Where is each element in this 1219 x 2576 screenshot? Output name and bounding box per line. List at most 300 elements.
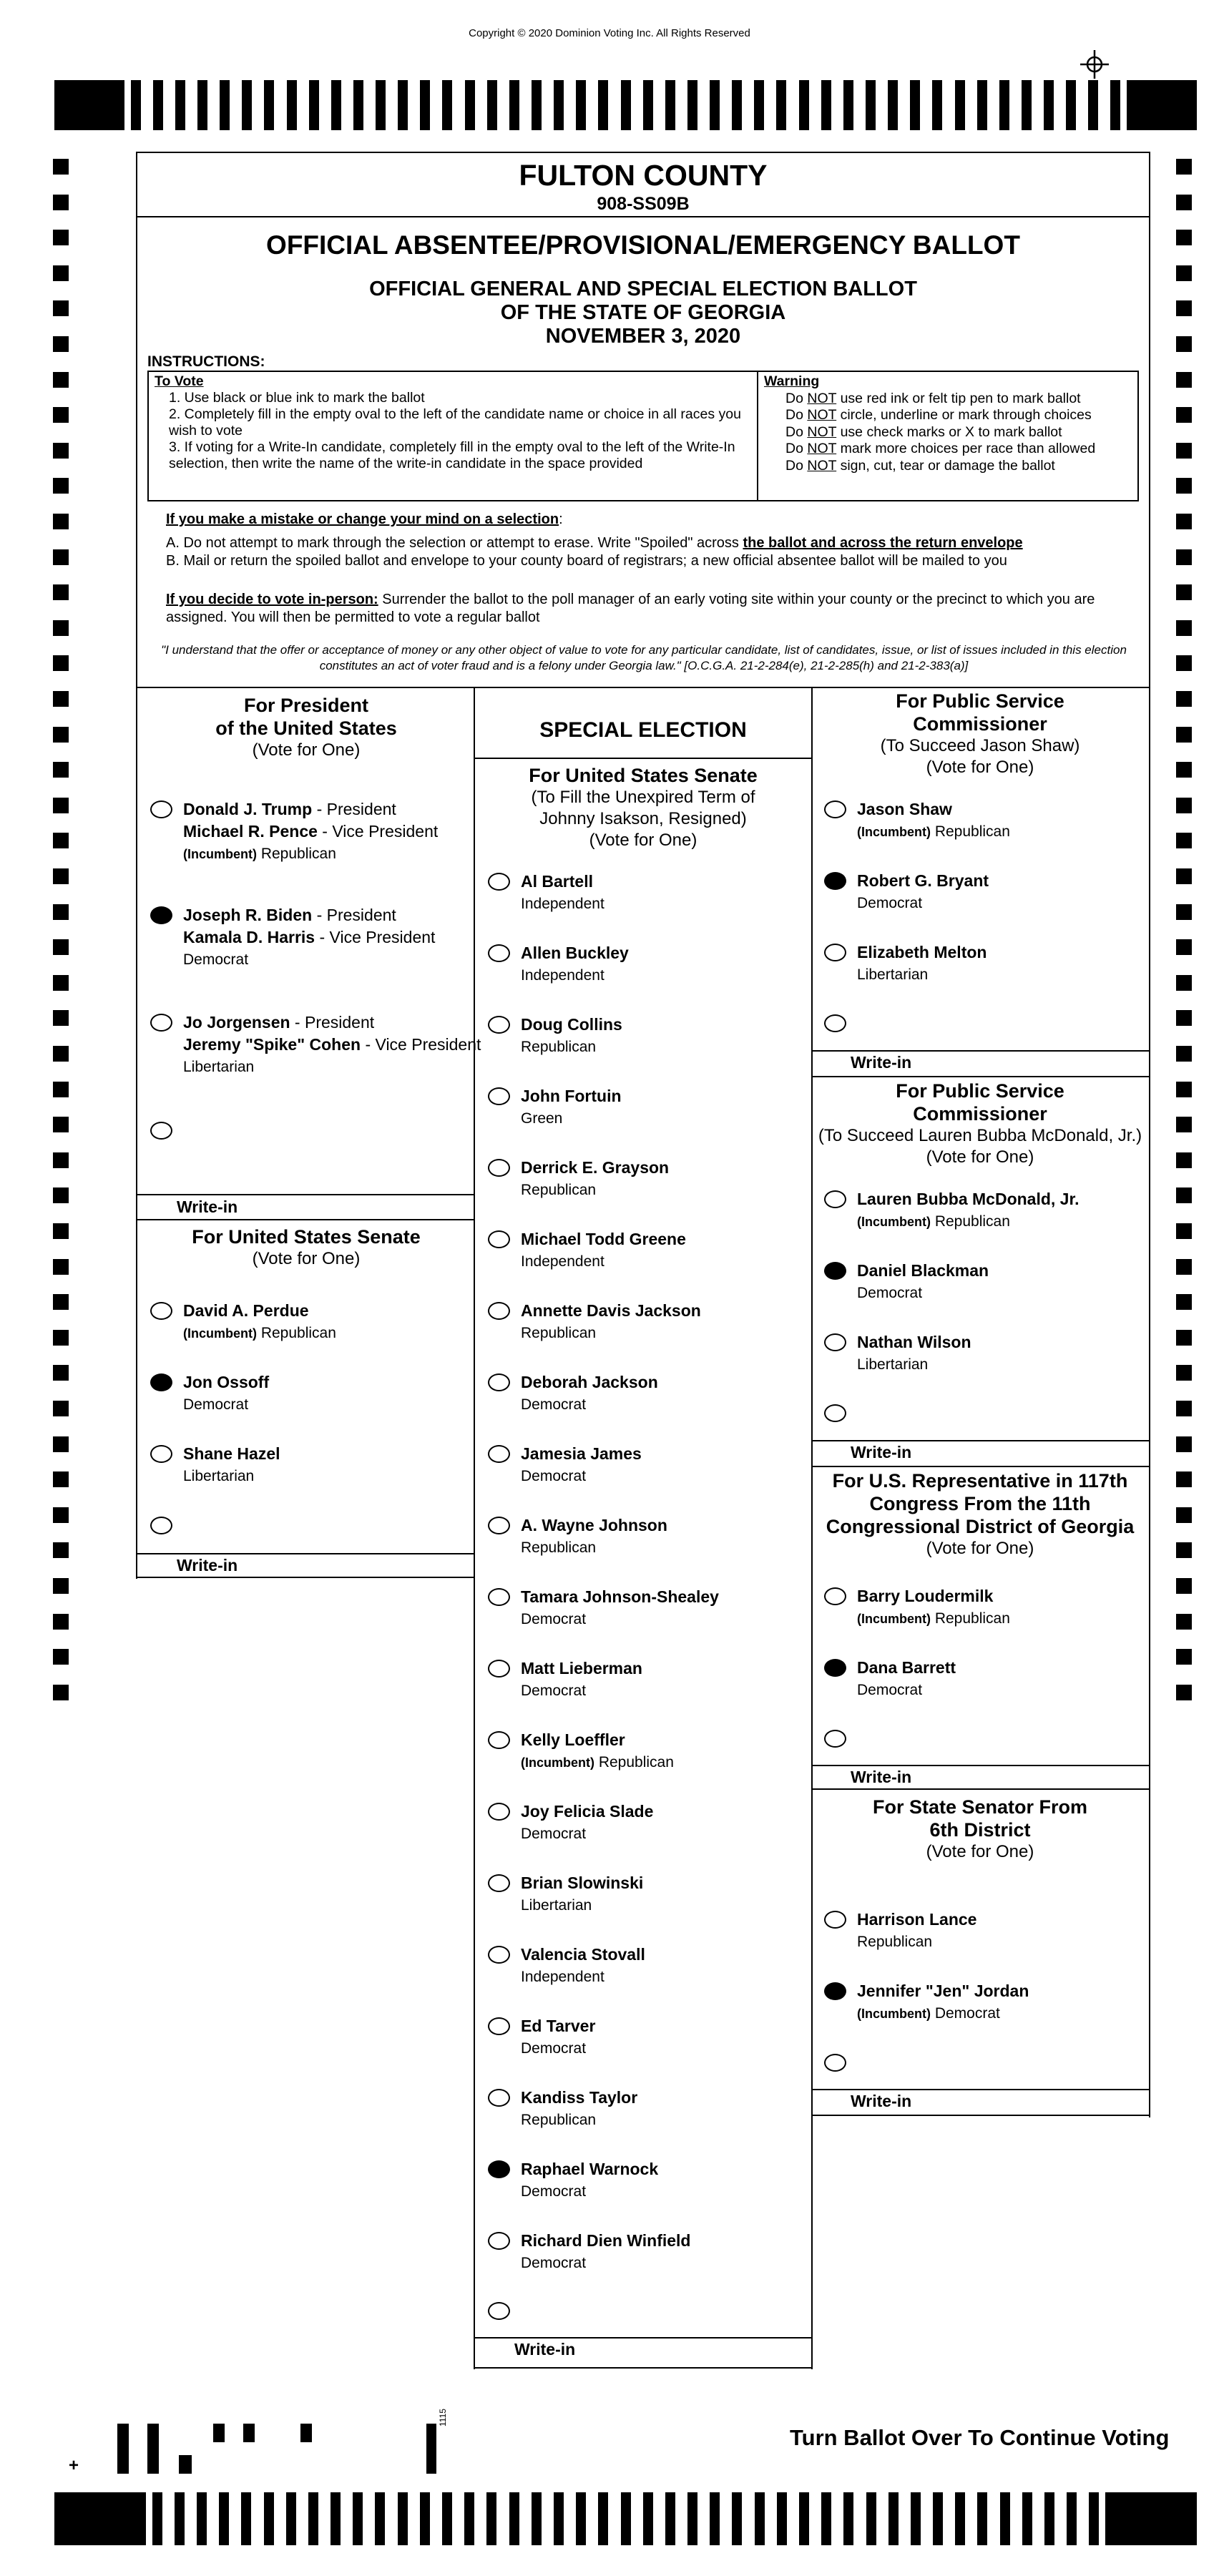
timing-square [1176, 372, 1192, 388]
timing-square [53, 549, 69, 565]
timing-square [1176, 1436, 1192, 1452]
timing-square [53, 655, 69, 671]
candidate-name: Derrick E. Grayson [521, 1158, 670, 1177]
timing-bar [487, 80, 497, 130]
timing-bar [532, 80, 542, 130]
timing-square [53, 1436, 69, 1452]
timing-square [1176, 868, 1192, 884]
mistake-step-b: B. Mail or return the spoiled ballot and envelope to your county board of registrars; a new official absentee ballot will be mailed to you [166, 553, 1007, 569]
vote-oval[interactable] [488, 2089, 510, 2107]
timing-square [53, 1010, 69, 1026]
vote-oval[interactable] [488, 1874, 510, 1892]
timing-square [1176, 975, 1192, 991]
psc1-vote-for: (Vote for One) [926, 758, 1034, 777]
senate-vote-for: (Vote for One) [252, 1249, 361, 1268]
timing-bar [933, 2492, 943, 2545]
timing-square [53, 1471, 69, 1487]
timing-square [1176, 1152, 1192, 1168]
psc1-heading-1: For Public Service [896, 690, 1064, 712]
write-in-line [811, 2089, 1149, 2090]
timing-square [53, 514, 69, 529]
vote-oval[interactable] [488, 1445, 510, 1463]
timing-bar [175, 80, 185, 130]
id-mark [213, 2424, 225, 2442]
timing-bar [241, 2492, 251, 2545]
vote-oval[interactable] [488, 1373, 510, 1391]
fraud-attestation: "I understand that the offer or acceptance of money or any other object of value to vote for any particular candidate, list of candidates, issue, or list of issues included in this election constitutes an act of voter fraud and is a felony under Georgia law." [O.C.G.A. 21-2-284(e), 21-2-285(h) and 21-2-383(a)] [161, 643, 1127, 672]
vote-oval[interactable] [488, 2232, 510, 2250]
timing-square [1176, 727, 1192, 743]
vote-oval[interactable] [824, 1730, 846, 1748]
timing-bar [888, 2492, 899, 2545]
warning-1: Do NOT use red ink or felt tip pen to mark ballot [785, 390, 1081, 406]
timing-square [1176, 1507, 1192, 1523]
timing-bar [1089, 2492, 1099, 2545]
warning-3: Do NOT use check marks or X to mark ballot [785, 423, 1062, 440]
timing-square [1176, 620, 1192, 636]
write-in-line [811, 1440, 1149, 1441]
timing-bar [755, 2492, 765, 2545]
timing-bar [687, 80, 697, 130]
special-senate-heading: For United States Senate [529, 765, 758, 786]
vote-oval[interactable] [150, 1445, 172, 1463]
vote-oval[interactable] [824, 944, 846, 961]
timing-bar [554, 80, 564, 130]
timing-bar [576, 2492, 586, 2545]
timing-square [1176, 1471, 1192, 1487]
timing-bar [665, 2492, 675, 2545]
timing-bar [866, 80, 876, 130]
timing-bar [1022, 80, 1032, 130]
timing-bar [1000, 2492, 1010, 2545]
timing-square [1176, 1082, 1192, 1097]
timing-bar [308, 2492, 318, 2545]
timing-bar [621, 2492, 631, 2545]
middle-column [474, 688, 813, 2369]
vote-oval-marked[interactable] [150, 1373, 172, 1391]
timing-bar [376, 80, 386, 130]
timing-square [1176, 904, 1192, 920]
timing-bar [353, 80, 363, 130]
timing-square [1176, 1649, 1192, 1665]
timing-bar [175, 2492, 185, 2545]
vote-oval[interactable] [824, 1014, 846, 1032]
timing-square [53, 230, 69, 245]
timing-bar [1044, 80, 1054, 130]
vote-oval[interactable] [488, 944, 510, 962]
to-vote-step-1: 1. Use black or blue ink to mark the ballot [169, 390, 425, 406]
timing-bar [420, 80, 430, 130]
timing-square [1176, 407, 1192, 423]
vote-oval-marked[interactable] [824, 872, 846, 890]
candidate-name: Kandiss Taylor [521, 2088, 638, 2107]
timing-bar [643, 80, 653, 130]
vote-oval[interactable] [824, 2054, 846, 2072]
timing-bar [598, 2492, 608, 2545]
timing-square [1176, 655, 1192, 671]
vote-oval[interactable] [150, 1302, 172, 1320]
vote-oval[interactable] [488, 2302, 510, 2320]
candidate-party: Independent [521, 967, 604, 984]
candidate-party: Democrat [521, 1683, 587, 1699]
candidate-party: Green [521, 1110, 563, 1127]
write-in-line [811, 1765, 1149, 1766]
id-mark [300, 2424, 312, 2442]
timing-square [53, 1117, 69, 1132]
timing-bar [197, 2492, 207, 2545]
timing-bar [420, 2492, 430, 2545]
candidate-name: Deborah Jackson [521, 1373, 658, 1391]
timing-cap [54, 80, 124, 130]
timing-square [1176, 1614, 1192, 1630]
vote-oval[interactable] [488, 1517, 510, 1534]
vote-oval[interactable] [488, 1302, 510, 1320]
to-vote-step-2: 2. Completely fill in the empty oval to the left of the candidate name or choice in all races you wish to vote [169, 406, 741, 439]
timing-square [1176, 1223, 1192, 1239]
president-heading-2: of the United States [215, 718, 397, 739]
write-in-label: Write-in [851, 2092, 912, 2110]
timing-square [53, 868, 69, 884]
mistake-step-a: A. Do not attempt to mark through the selection or attempt to erase. Write "Spoiled" across the ballot and across the return envelope [166, 535, 1023, 551]
vote-oval[interactable] [824, 1333, 846, 1351]
timing-bar [621, 80, 631, 130]
timing-square [53, 1187, 69, 1203]
candidate-party: Republican [521, 1182, 597, 1198]
statesen-vote-for: (Vote for One) [926, 1842, 1034, 1861]
id-mark [426, 2424, 436, 2474]
vote-oval-marked[interactable] [824, 1659, 846, 1677]
vote-oval[interactable] [824, 1911, 846, 1929]
timing-bar [910, 80, 920, 130]
psc1-heading-2: Commissioner [913, 713, 1047, 735]
race-state-senate: For State Senator From 6th District (Vote for One) Harrison Lance Republican Jennifer "Jen" Jordan (Incumbent) Democrat Write-in [811, 1791, 1149, 2117]
timing-square [1176, 300, 1192, 316]
timing-bar [1067, 2492, 1077, 2545]
to-vote-heading: To Vote [155, 373, 204, 389]
vote-oval[interactable] [488, 1946, 510, 1964]
candidate-party: Republican [521, 1539, 597, 1556]
write-in-label: Write-in [514, 2340, 576, 2359]
house-heading-2: Congress From the 11th [869, 1493, 1091, 1514]
candidate-name: Allen Buckley [521, 944, 629, 962]
mistake-instructions [166, 511, 1143, 570]
timing-square [1176, 1401, 1192, 1416]
vote-oval[interactable] [824, 1587, 846, 1605]
timing-bar [442, 2492, 452, 2545]
timing-square [53, 1507, 69, 1523]
timing-square [53, 478, 69, 494]
timing-bar [955, 2492, 965, 2545]
timing-square [53, 372, 69, 388]
timing-bar [888, 80, 898, 130]
timing-square [1176, 939, 1192, 955]
vote-oval[interactable] [150, 1517, 172, 1534]
timing-bar [821, 2492, 831, 2545]
race-divider [475, 2367, 811, 2369]
vote-oval[interactable] [488, 1660, 510, 1678]
candidate-party: Republican [521, 1039, 597, 1055]
timing-bar [843, 2492, 853, 2545]
race-us-senate: For United States Senate (Vote for One) David A. Perdue (Incumbent) Republican Jon Ossoff Democrat Shane Hazel Libertarian Write-in [137, 1221, 475, 1579]
timing-square [1176, 584, 1192, 600]
candidate-name: Joy Felicia Slade [521, 1802, 654, 1821]
timing-bar [509, 2492, 519, 2545]
timing-square [53, 620, 69, 636]
instructions-divider [757, 372, 758, 500]
ballot-type-title: OFFICIAL ABSENTEE/PROVISIONAL/EMERGENCY BALLOT [266, 230, 1020, 260]
timing-square [1176, 798, 1192, 813]
timing-bar [464, 2492, 474, 2545]
timing-square [1176, 1187, 1192, 1203]
timing-bar [598, 80, 608, 130]
timing-bar [465, 80, 475, 130]
statesen-heading-2: 6th District [929, 1819, 1031, 1841]
timing-square [53, 1046, 69, 1062]
plus-mark-icon: + [69, 2456, 79, 2475]
election-title-line2: OF THE STATE OF GEORGIA [500, 301, 786, 324]
candidate-party: Independent [521, 1969, 604, 1985]
timing-bar [532, 2492, 542, 2545]
ballot-style-code: 908-SS09B [597, 194, 690, 214]
timing-bar [799, 80, 809, 130]
candidate-name: Jamesia James [521, 1444, 642, 1463]
timing-square [53, 1223, 69, 1239]
bottom-timing-marks [54, 2492, 1197, 2545]
timing-bar [131, 80, 141, 130]
to-vote-instructions [155, 373, 752, 472]
candidate-name: A. Wayne Johnson [521, 1516, 667, 1534]
timing-cap [54, 2492, 146, 2545]
timing-bar [219, 2492, 229, 2545]
instructions-box [147, 371, 1139, 501]
timing-square [53, 691, 69, 707]
mistake-heading: If you make a mistake or change your mind on a selection: [166, 511, 563, 527]
vote-oval-marked[interactable] [824, 1262, 846, 1280]
vote-oval[interactable] [824, 1404, 846, 1422]
timing-bar [242, 80, 252, 130]
vote-oval[interactable] [488, 1803, 510, 1821]
timing-square [1176, 1542, 1192, 1558]
candidate-party: Democrat [521, 2183, 587, 2200]
timing-bar [331, 2492, 341, 2545]
timing-cap [1127, 80, 1197, 130]
timing-square [1176, 833, 1192, 848]
timing-bar [398, 80, 408, 130]
top-timing-marks [54, 80, 1197, 130]
warning-4: Do NOT mark more choices per race than allowed [785, 441, 1096, 456]
candidate-party: Democrat [521, 1611, 587, 1627]
write-in-label: Write-in [177, 1556, 238, 1575]
write-in-label: Write-in [851, 1768, 912, 1786]
election-title [137, 278, 1149, 348]
timing-bar [1088, 80, 1098, 130]
warning-5: Do NOT sign, cut, tear or damage the ballot [785, 457, 1055, 474]
special-senate-sub-1: (To Fill the Unexpired Term of [531, 788, 755, 807]
timing-bar [732, 80, 742, 130]
timing-square [1176, 265, 1192, 281]
timing-square [53, 833, 69, 848]
timing-square [1176, 1685, 1192, 1700]
timing-bar [843, 80, 853, 130]
timing-bar [776, 80, 786, 130]
timing-bar [777, 2492, 787, 2545]
timing-square [1176, 1330, 1192, 1346]
timing-square [53, 1685, 69, 1700]
timing-square [53, 1542, 69, 1558]
timing-square [53, 1082, 69, 1097]
registration-target-icon [1079, 49, 1110, 80]
president-vote-for: (Vote for One) [252, 740, 361, 760]
timing-square [1176, 1294, 1192, 1310]
timing-square [53, 1294, 69, 1310]
timing-bar [977, 2492, 987, 2545]
timing-bar [710, 80, 720, 130]
candidate-name: John Fortuin [521, 1087, 622, 1105]
timing-square [53, 1649, 69, 1665]
timing-square [53, 1614, 69, 1630]
timing-bar [955, 80, 965, 130]
timing-square [53, 939, 69, 955]
id-mark [179, 2455, 192, 2474]
election-title-line1: OFFICIAL GENERAL AND SPECIAL ELECTION BALLOT [369, 278, 917, 300]
ballot-serial: 1115 [438, 2409, 448, 2426]
vote-oval[interactable] [150, 1122, 172, 1140]
warning-2: Do NOT circle, underline or mark through choices [785, 407, 1092, 423]
write-in-line [137, 1194, 475, 1195]
vote-oval[interactable] [150, 1014, 172, 1032]
timing-square [1176, 1046, 1192, 1062]
candidate-name: Ed Tarver [521, 2017, 596, 2035]
psc2-vote-for: (Vote for One) [926, 1147, 1034, 1167]
race-divider [811, 2115, 1149, 2116]
timing-bar [1110, 80, 1120, 130]
to-vote-step-3: 3. If voting for a Write-In candidate, completely fill in the empty oval to the left of the Write-In selection, then write the name of the write-in candidate in the space provided [169, 439, 735, 471]
vote-oval[interactable] [488, 1159, 510, 1177]
timing-bar [153, 80, 163, 130]
timing-bar [486, 2492, 496, 2545]
race-psc-shaw-seat: For Public Service Commissioner (To Succeed Jason Shaw) (Vote for One) Jason Shaw (Incumbent) Republican Robert G. Bryant Democrat Elizabeth Melton Libertarian Write-in [811, 688, 1149, 1079]
candidate-name: Richard Dien Winfield [521, 2231, 691, 2250]
candidate-name: Michael Todd Greene [521, 1230, 686, 1248]
vote-oval[interactable] [150, 800, 172, 818]
vote-oval-marked[interactable] [488, 2160, 510, 2178]
race-divider [137, 1577, 475, 1578]
timing-bar [754, 80, 764, 130]
timing-bar [331, 80, 341, 130]
psc1-sub: (To Succeed Jason Shaw) [880, 736, 1080, 755]
vote-oval[interactable] [488, 1588, 510, 1606]
timing-square [53, 584, 69, 600]
vote-oval[interactable] [488, 1016, 510, 1034]
timing-bar [1022, 2492, 1032, 2545]
candidate-party: (Incumbent) Republican [521, 1754, 674, 1771]
in-person-instructions: If you decide to vote in-person: Surrender the ballot to the poll manager of an early voting site within your county or the precinct to which you are assigned. You will then be permitted to vote a regular ballot [166, 592, 1095, 625]
timing-bar [375, 2492, 385, 2545]
timing-square [1176, 762, 1192, 778]
timing-square [1176, 1117, 1192, 1132]
vote-oval[interactable] [488, 873, 510, 891]
ballot-header [136, 152, 1150, 688]
timing-bar [286, 2492, 296, 2545]
race-divider [811, 1076, 1149, 1077]
timing-square [1176, 514, 1192, 529]
county-name: FULTON COUNTY [519, 159, 768, 192]
timing-bar [398, 2492, 408, 2545]
timing-bar [932, 80, 942, 130]
timing-square [53, 798, 69, 813]
timing-bar [353, 2492, 363, 2545]
timing-square [53, 265, 69, 281]
candidate-name: Kelly Loeffler [521, 1730, 625, 1749]
candidate-party: Democrat [521, 1396, 587, 1413]
timing-bar [821, 80, 831, 130]
timing-square [53, 300, 69, 316]
timing-square [1176, 478, 1192, 494]
candidate-name: Annette Davis Jackson [521, 1301, 701, 1320]
vote-oval[interactable] [488, 1230, 510, 1248]
timing-bar [197, 80, 207, 130]
timing-bar [643, 2492, 653, 2545]
vote-oval[interactable] [488, 1731, 510, 1749]
candidate-name: Al Bartell [521, 872, 593, 891]
candidate-party: Independent [521, 896, 604, 912]
race-us-house: For U.S. Representative in 117th Congress From the 11th Congressional District of Georgia (Vote for One) Barry Loudermilk (Incumbent) Republican Dana Barrett Democrat Write-in [811, 1468, 1149, 1791]
write-in-label: Write-in [851, 1053, 912, 1072]
id-mark [117, 2424, 129, 2474]
candidate-name: Valencia Stovall [521, 1945, 645, 1964]
timing-square [1176, 1010, 1192, 1026]
timing-bar [687, 2492, 697, 2545]
timing-bar [264, 80, 274, 130]
vote-oval[interactable] [824, 1190, 846, 1208]
vote-oval-marked[interactable] [824, 1982, 846, 2000]
write-in-label: Write-in [177, 1198, 238, 1216]
timing-square [53, 904, 69, 920]
candidate-party: Democrat [521, 1826, 587, 1842]
timing-bar [287, 80, 297, 130]
candidate-party: Democrat [521, 1468, 587, 1484]
candidate-party: Republican [521, 1325, 597, 1341]
election-date: NOVEMBER 3, 2020 [545, 325, 741, 348]
candidate-party: Democrat [521, 2040, 587, 2057]
write-in-line [475, 2337, 811, 2339]
vote-oval-marked[interactable] [150, 906, 172, 924]
race-divider [811, 1466, 1149, 1467]
vote-oval[interactable] [824, 800, 846, 818]
vote-oval[interactable] [488, 2017, 510, 2035]
timing-square [53, 336, 69, 352]
timing-bar [554, 2492, 564, 2545]
timing-bar [799, 2492, 809, 2545]
vote-oval[interactable] [488, 1087, 510, 1105]
timing-square [53, 762, 69, 778]
timing-square [1176, 195, 1192, 210]
timing-square [53, 1578, 69, 1594]
candidate-name: Doug Collins [521, 1015, 622, 1034]
timing-bar [665, 80, 675, 130]
special-senate-sub-2: Johnny Isakson, Resigned) [539, 809, 747, 828]
timing-square [53, 1401, 69, 1416]
id-mark [147, 2424, 159, 2474]
write-in-line [137, 1553, 475, 1554]
instructions-title: INSTRUCTIONS: [147, 353, 265, 370]
house-heading-3: Congressional District of Georgia [826, 1516, 1135, 1537]
timing-square [1176, 1578, 1192, 1594]
timing-bar [977, 80, 987, 130]
timing-bar [442, 80, 452, 130]
timing-bar [576, 80, 586, 130]
timing-bar [732, 2492, 742, 2545]
